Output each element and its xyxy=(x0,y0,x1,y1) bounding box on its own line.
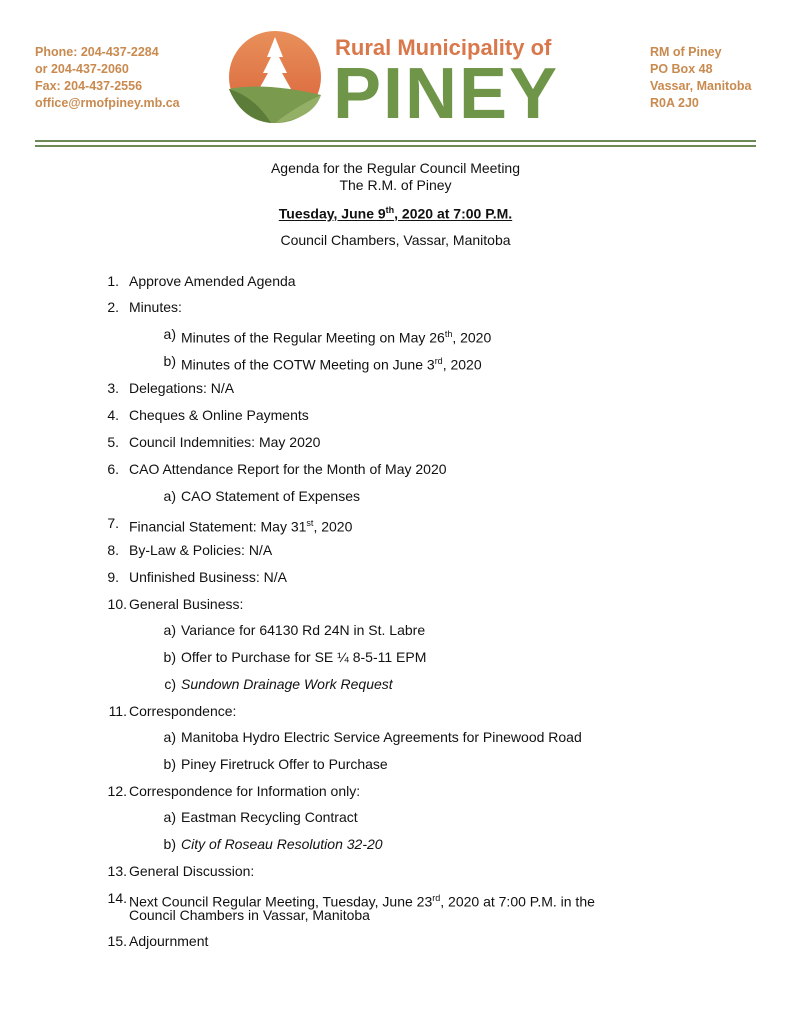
item-text: Unfinished Business: N/A xyxy=(129,569,287,585)
item-text: Financial Statement: May 31st, 2020 xyxy=(129,518,353,535)
item-text: Adjournment xyxy=(129,933,209,949)
item-text: Correspondence: xyxy=(129,703,237,719)
item-text: Next Council Regular Meeting, Tuesday, June 23rd, 2020 at 7:00 P.M. in the xyxy=(129,893,595,910)
phone-number: Phone: 204-437-2284 xyxy=(35,45,159,59)
org-prefix: Rural Municipality of xyxy=(335,35,552,60)
item-text: Delegations: N/A xyxy=(129,380,235,396)
item-number: 3. xyxy=(107,380,119,396)
item-text: General Business: xyxy=(129,596,244,612)
fax-number: Fax: 204-437-2556 xyxy=(35,79,143,93)
item-text: General Discussion: xyxy=(129,863,255,879)
item-number: a) xyxy=(163,622,176,638)
item-number: 1. xyxy=(107,273,119,289)
item-text: Minutes of the COTW Meeting on June 3rd, 2020 xyxy=(181,356,482,373)
org-name: PINEY xyxy=(333,54,560,134)
postal-code: R0A 2J0 xyxy=(650,96,699,110)
item-number: a) xyxy=(163,809,176,825)
city-province: Vassar, Manitoba xyxy=(650,79,752,93)
item-text: Council Chambers in Vassar, Manitoba xyxy=(129,907,370,923)
item-text: CAO Statement of Expenses xyxy=(181,488,360,504)
item-number: 7. xyxy=(107,515,119,531)
contact-info-right xyxy=(650,44,751,112)
item-text: Sundown Drainage Work Request xyxy=(181,676,393,692)
item-text: City of Roseau Resolution 32-20 xyxy=(181,836,383,852)
item-text: Minutes of the Regular Meeting on May 26th, 2020 xyxy=(181,329,492,346)
item-number: 15. xyxy=(107,933,127,949)
pine-tree-logo-icon xyxy=(225,27,325,127)
item-number: 11. xyxy=(108,703,127,719)
item-text: Correspondence for Information only: xyxy=(129,783,361,799)
po-box: PO Box 48 xyxy=(650,62,713,76)
item-text: Cheques & Online Payments xyxy=(129,407,309,423)
item-number: 6. xyxy=(107,461,119,477)
item-number: b) xyxy=(163,649,176,665)
item-number: c) xyxy=(164,676,176,692)
meeting-location: Council Chambers, Vassar, Manitoba xyxy=(280,232,511,248)
item-number: b) xyxy=(163,353,176,369)
item-text: Minutes: xyxy=(129,299,182,315)
office-name: RM of Piney xyxy=(650,45,722,59)
municipality-name: The R.M. of Piney xyxy=(339,177,452,193)
item-number: 14. xyxy=(107,890,127,906)
header-divider-bottom xyxy=(35,145,756,147)
item-number: a) xyxy=(163,729,176,745)
email-address: office@rmofpiney.mb.ca xyxy=(35,96,180,110)
item-number: b) xyxy=(163,836,176,852)
alt-phone-number: or 204-437-2060 xyxy=(35,62,129,76)
meeting-date xyxy=(0,205,791,222)
item-number: a) xyxy=(163,326,176,342)
agenda-title: Agenda for the Regular Council Meeting xyxy=(270,160,521,176)
meeting-date-suffix: th xyxy=(385,205,395,215)
meeting-date-main: Tuesday, June 9 xyxy=(278,205,386,222)
item-text: Offer to Purchase for SE ¼ 8-5-11 EPM xyxy=(181,649,427,665)
contact-info-left xyxy=(35,44,180,112)
item-text: CAO Attendance Report for the Month of May 2020 xyxy=(129,461,447,477)
item-number: 8. xyxy=(107,542,119,558)
item-number: 2. xyxy=(107,299,119,315)
item-number: 13. xyxy=(107,863,127,879)
item-number: 10. xyxy=(107,596,127,612)
item-number: 9. xyxy=(107,569,119,585)
item-number: 5. xyxy=(107,434,119,450)
item-number: 12. xyxy=(107,783,127,799)
item-text: Piney Firetruck Offer to Purchase xyxy=(181,756,388,772)
item-text: By-Law & Policies: N/A xyxy=(129,542,273,558)
item-text: Eastman Recycling Contract xyxy=(181,809,358,825)
item-number: b) xyxy=(163,756,176,772)
meeting-date-time: , 2020 at 7:00 P.M. xyxy=(394,205,513,222)
item-text: Council Indemnities: May 2020 xyxy=(129,434,321,450)
item-text: Manitoba Hydro Electric Service Agreements for Pinewood Road xyxy=(181,729,582,745)
item-number: 4. xyxy=(107,407,119,423)
item-text: Approve Amended Agenda xyxy=(129,273,296,289)
header-divider-top xyxy=(35,140,756,142)
item-text: Variance for 64130 Rd 24N in St. Labre xyxy=(181,622,426,638)
item-number: a) xyxy=(163,488,176,504)
